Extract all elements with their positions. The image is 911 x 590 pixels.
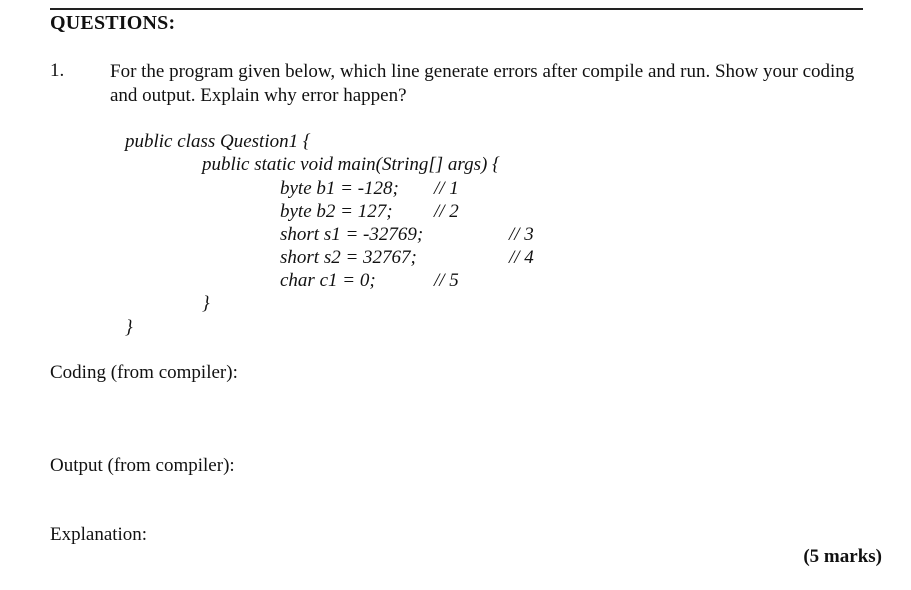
code-line-2-comment: // 2 bbox=[434, 201, 459, 222]
code-method-close-brace: } bbox=[202, 293, 210, 314]
code-class-close-brace: } bbox=[125, 317, 133, 338]
code-line-1-comment: // 1 bbox=[434, 178, 459, 199]
top-rule bbox=[50, 8, 863, 10]
questions-heading: QUESTIONS: bbox=[50, 12, 176, 34]
explanation-label: Explanation: bbox=[50, 524, 148, 545]
code-line-3-statement: short s1 = -32769; bbox=[280, 224, 424, 245]
code-line-4-statement: short s2 = 32767; bbox=[280, 247, 417, 268]
output-label: Output (from compiler): bbox=[50, 455, 235, 476]
code-class-declaration: public class Question1 { bbox=[125, 131, 311, 152]
code-line-5-statement: char c1 = 0; bbox=[280, 270, 376, 291]
coding-label: Coding (from compiler): bbox=[50, 362, 238, 383]
code-line-5-comment: // 5 bbox=[434, 270, 459, 291]
marks-label: (5 marks) bbox=[803, 546, 882, 567]
question-number: 1. bbox=[50, 60, 65, 81]
code-method-declaration: public static void main(String[] args) { bbox=[202, 154, 500, 175]
code-line-3-comment: // 3 bbox=[509, 224, 534, 245]
code-line-1-statement: byte b1 = -128; bbox=[280, 178, 399, 199]
question-text: For the program given below, which line generate errors after compile and run. Show your coding and output. Explain why error happen? bbox=[110, 61, 855, 106]
code-line-2-statement: byte b2 = 127; bbox=[280, 201, 393, 222]
code-line-4-comment: // 4 bbox=[509, 247, 534, 268]
